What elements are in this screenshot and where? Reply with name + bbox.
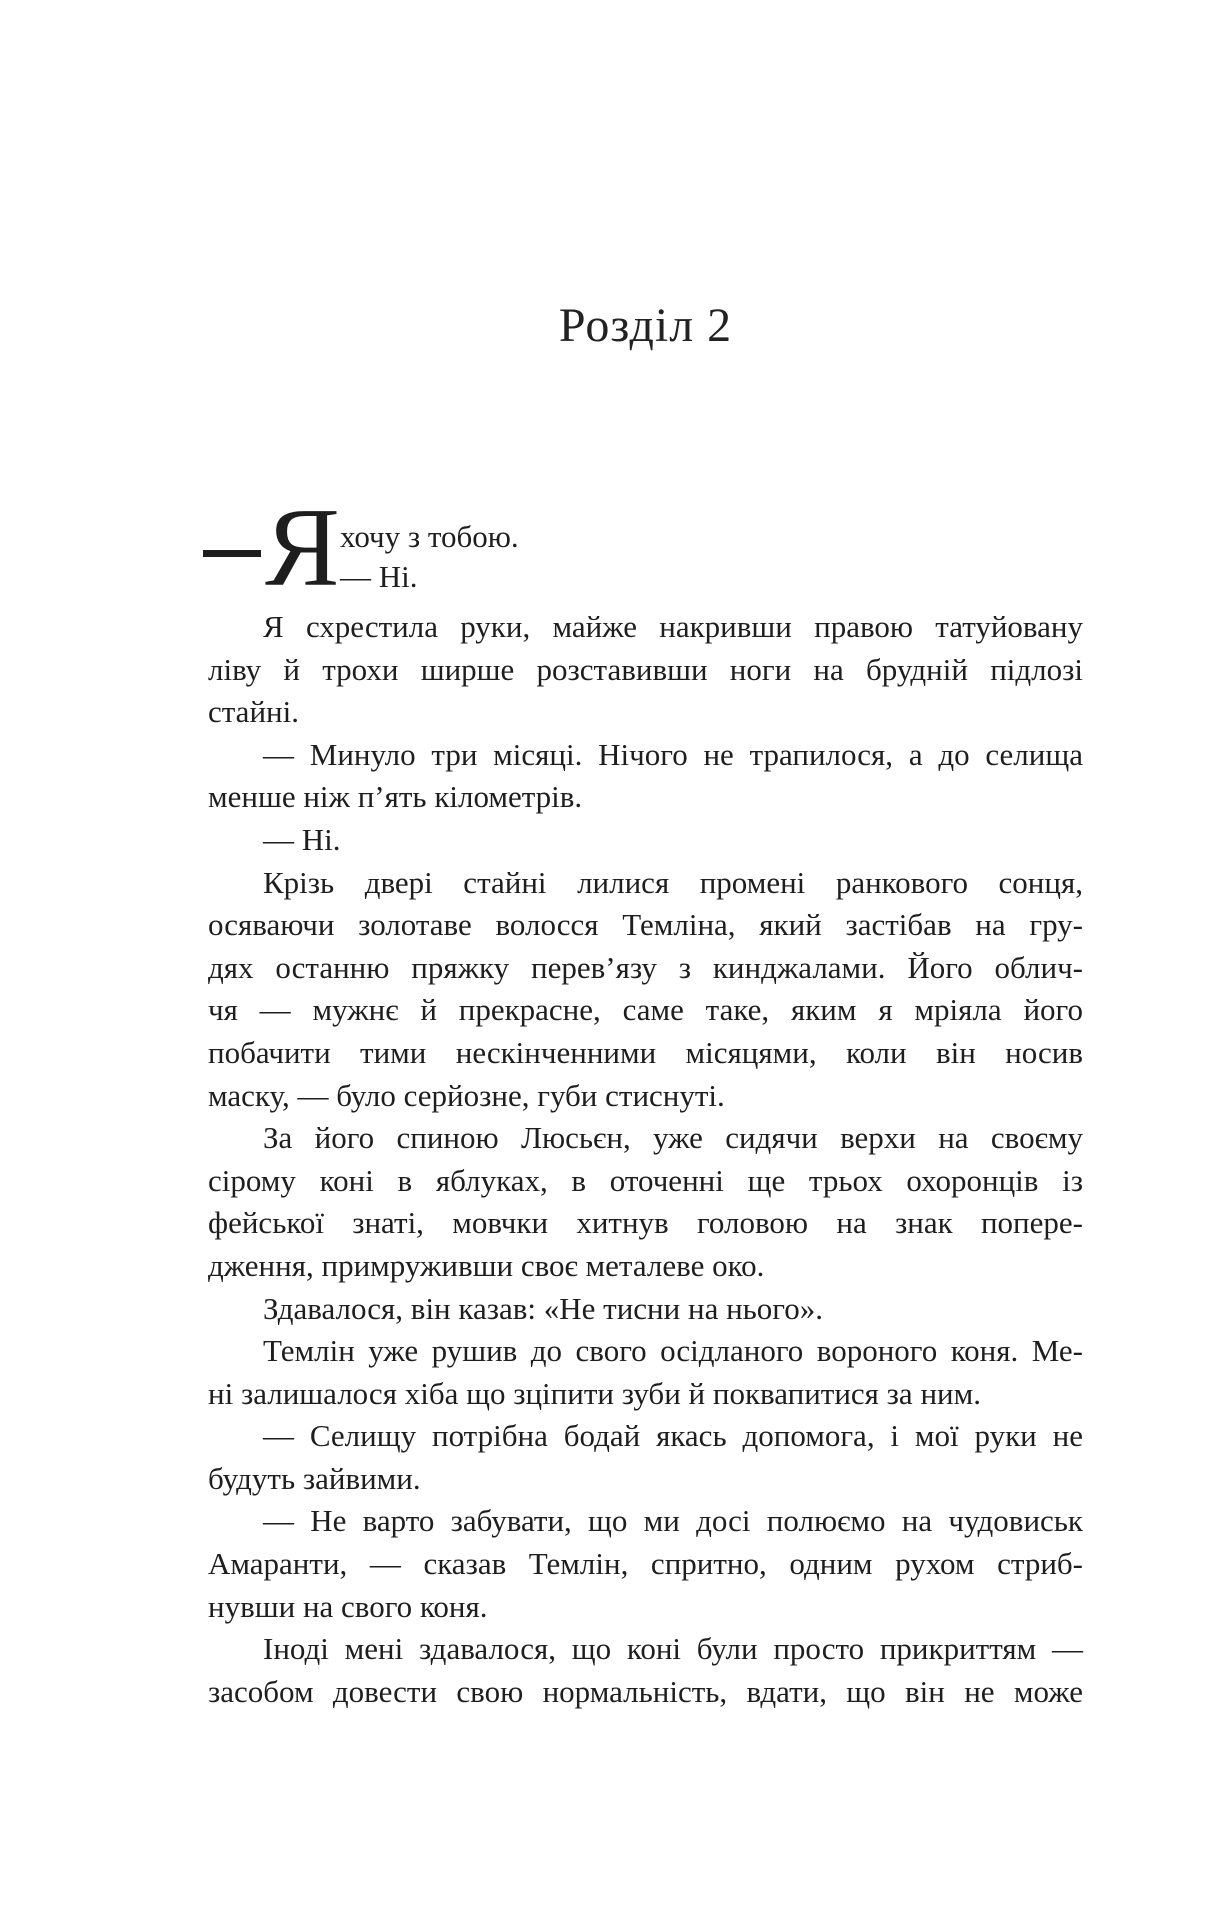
body-text [208,606,1083,1713]
text-line: дях останню пряжку перев’язу з кинджалами. Його облич- [208,949,1083,985]
text-line: побачити тими нескінченними місяцями, коли він носив [208,1034,1083,1070]
text-line: менше ніж п’ять кілометрів. [208,779,583,815]
drop-line: хочу з тобою. [340,519,519,554]
text-line: Крізь двері стайні лилися промені ранкового сонця, [263,864,1083,900]
text-line: Амаранти, — сказав Темлін, спритно, одним рухом стриб- [208,1546,1083,1582]
text-line: засобом довести свою нормальність, вдати, що він не може [208,1673,1083,1709]
text-line: сірому коні в яблуках, в оточенні ще трьох охоронців із [208,1162,1083,1198]
text-line: — Селищу потрібна бодай якась допомога, і мої руки не [263,1418,1083,1454]
text-line: — Не варто забувати, що ми досі полюємо на чудовиськ [263,1503,1083,1539]
text-line: — Минуло три місяці. Нічого не трапилося, а до селища [263,736,1083,772]
text-line: осяваючи золотаве волосся Темліна, який застібав на гру- [208,907,1083,943]
drop-cap-letter: Я [265,486,340,610]
text-line: нувши на свого коня. [208,1588,488,1624]
text-line: Темлін уже рушив до свого осідланого вороного коня. Ме- [263,1333,1083,1369]
text-line: ні залишалося хіба що зціпити зуби й поквапитися за ним. [208,1375,981,1411]
text-line: будуть зайвими. [208,1460,421,1496]
text-line: Я схрестила руки, майже накривши правою татуйовану [263,609,1083,644]
text-line: ліву й трохи ширше розставивши ноги на брудній підлозі [208,651,1083,687]
text-line: стайні. [208,694,299,730]
chapter-title: Розділ 2 [558,299,733,352]
drop-cap-dash [203,550,261,557]
text-line: За його спиною Люсьєн, уже сидячи верхи на своєму [263,1120,1083,1156]
text-line: фейської знаті, мовчки хитнув головою на знак попере- [208,1205,1083,1241]
drop-line: — Ні. [340,559,418,594]
text-line: Здавалося, він казав: «Не тисни на нього». [263,1290,823,1326]
text-line: маску, — було серйозне, губи стиснуті. [208,1077,725,1113]
text-line: Іноді мені здавалося, що коні були просто прикриттям — [263,1631,1083,1667]
text-line: дження, примруживши своє металеве око. [208,1247,765,1283]
text-line: — Ні. [263,821,341,857]
text-line: чя — мужнє й прекрасне, саме таке, яким я мріяла його [208,992,1083,1028]
